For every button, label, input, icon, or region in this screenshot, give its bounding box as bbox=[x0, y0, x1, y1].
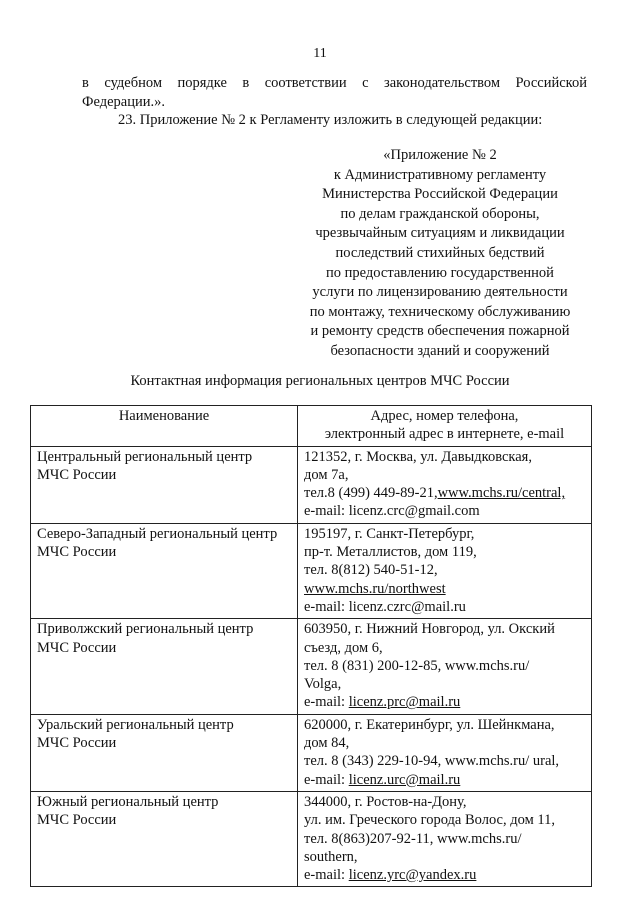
contact-line: тел. 8(863)207-92-11, www.mchs.ru/ bbox=[304, 830, 522, 847]
contact-line: e-mail: licenz.urc@mail.ru bbox=[304, 771, 461, 788]
contact-line: тел. 8(812) 540-51-12, bbox=[304, 562, 438, 579]
contact-link: licenz.yrc@yandex.ru bbox=[348, 867, 477, 884]
regional-center-name-line: МЧС России bbox=[37, 466, 117, 483]
appendix-heading-line: по монтажу, техническому обслуживанию bbox=[309, 303, 571, 320]
regional-center-name-line: МЧС России bbox=[37, 544, 117, 561]
contact-line: e-mail: licenz.crc@gmail.com bbox=[304, 503, 480, 520]
regional-center-contact bbox=[298, 714, 592, 791]
regional-center-contact bbox=[298, 791, 592, 886]
regional-center-name-line: Уральский региональный центр bbox=[37, 716, 234, 733]
contact-line: пр-т. Металлистов, дом 119, bbox=[304, 544, 477, 561]
table-row bbox=[31, 791, 592, 886]
paragraph-continuation bbox=[82, 74, 587, 112]
regional-center-name-line: Центральный региональный центр bbox=[37, 448, 253, 465]
regional-center-contact bbox=[298, 523, 592, 618]
contact-line: e-mail: licenz.czrc@mail.ru bbox=[304, 598, 466, 615]
table-title: Контактная информация региональных центров МЧС России bbox=[130, 373, 510, 389]
contact-line: e-mail: licenz.yrc@yandex.ru bbox=[304, 867, 477, 884]
contact-line: дом 84, bbox=[304, 735, 350, 752]
appendix-heading-line: по предоставлению государственной bbox=[326, 264, 554, 281]
appendix-heading-line: последствий стихийных бедствий bbox=[335, 244, 545, 261]
contact-line: съезд, дом 6, bbox=[304, 639, 383, 656]
contact-line bbox=[304, 580, 585, 598]
contact-line: 195197, г. Санкт-Петербург, bbox=[304, 525, 475, 542]
contact-line: Volga, bbox=[304, 676, 342, 693]
table-row bbox=[31, 714, 592, 791]
regional-center-name bbox=[31, 523, 298, 618]
contact-line: southern, bbox=[304, 848, 358, 865]
regional-center-name bbox=[31, 446, 298, 523]
contact-link: www.mchs.ru/central, bbox=[437, 485, 566, 502]
regional-center-contact bbox=[298, 446, 592, 523]
regional-center-name-line: МЧС России bbox=[37, 639, 117, 656]
contact-line: тел. 8 (343) 229-10-94, www.mchs.ru/ ural, bbox=[304, 753, 560, 770]
table-row bbox=[31, 446, 592, 523]
appendix-heading-line: «Приложение № 2 bbox=[383, 147, 497, 163]
regional-center-name-line: Северо-Западный региональный центр bbox=[37, 525, 278, 542]
table-header-row bbox=[31, 406, 592, 447]
appendix-heading-line: чрезвычайным ситуациям и ликвидации bbox=[315, 225, 565, 242]
header-contact-line: электронный адрес в интернете, e-mail bbox=[324, 426, 565, 443]
contact-link: www.mchs.ru/northwest bbox=[304, 580, 446, 597]
contact-line: 620000, г. Екатеринбург, ул. Шейнкмана, bbox=[304, 716, 555, 733]
table-row bbox=[31, 619, 592, 714]
appendix-heading-line: Министерства Российской Федерации bbox=[322, 186, 558, 203]
header-name: Наименование bbox=[31, 406, 298, 447]
regional-center-name bbox=[31, 714, 298, 791]
contact-link: licenz.prc@mail.ru bbox=[348, 694, 461, 711]
contact-line: e-mail: licenz.prc@mail.ru bbox=[304, 694, 461, 711]
contact-line: тел.8 (499) 449-89-21,www.mchs.ru/central, bbox=[304, 485, 566, 502]
appendix-heading-line: и ремонту средств обеспечения пожарной bbox=[310, 323, 570, 340]
appendix-heading-line: услуги по лицензированию деятельности bbox=[312, 284, 568, 301]
contact-line: 344000, г. Ростов-на-Дону, bbox=[304, 793, 467, 810]
contacts-table-body bbox=[31, 446, 592, 887]
appendix-heading-line: к Административному регламенту bbox=[333, 166, 547, 183]
paragraph-line: Федерации.». bbox=[82, 94, 165, 110]
contact-line: ул. им. Греческого города Волос, дом 11, bbox=[304, 812, 555, 829]
header-contact-line: Адрес, номер телефона, bbox=[370, 408, 519, 424]
regional-center-contact bbox=[298, 619, 592, 714]
paragraph-line: в судебном порядке в соответствии с законодательством Российской bbox=[82, 75, 587, 91]
regional-center-name-line: МЧС России bbox=[37, 812, 117, 829]
contact-line: 121352, г. Москва, ул. Давыдковская, bbox=[304, 448, 532, 465]
regional-center-name-line: МЧС России bbox=[37, 735, 117, 752]
contact-line: тел. 8 (831) 200-12-85, www.mchs.ru/ bbox=[304, 657, 530, 674]
appendix-heading bbox=[290, 146, 590, 362]
page-number: 11 bbox=[313, 46, 327, 61]
appendix-heading-line: по делам гражданской обороны, bbox=[340, 205, 540, 222]
regional-center-name-line: Южный региональный центр bbox=[37, 793, 219, 810]
regional-center-name-line: Приволжский региональный центр bbox=[37, 621, 254, 638]
table-row bbox=[31, 523, 592, 618]
contacts-table bbox=[30, 405, 592, 887]
contact-line: дом 7а, bbox=[304, 466, 349, 483]
paragraph-item-23: 23. Приложение № 2 к Регламенту изложить в следующей редакции: bbox=[118, 112, 543, 128]
regional-center-name bbox=[31, 791, 298, 886]
header-contact bbox=[298, 406, 592, 447]
contact-line: 603950, г. Нижний Новгород, ул. Окский bbox=[304, 621, 555, 638]
regional-center-name bbox=[31, 619, 298, 714]
contact-link: licenz.urc@mail.ru bbox=[348, 771, 461, 788]
appendix-heading-line: безопасности зданий и сооружений bbox=[330, 342, 550, 359]
